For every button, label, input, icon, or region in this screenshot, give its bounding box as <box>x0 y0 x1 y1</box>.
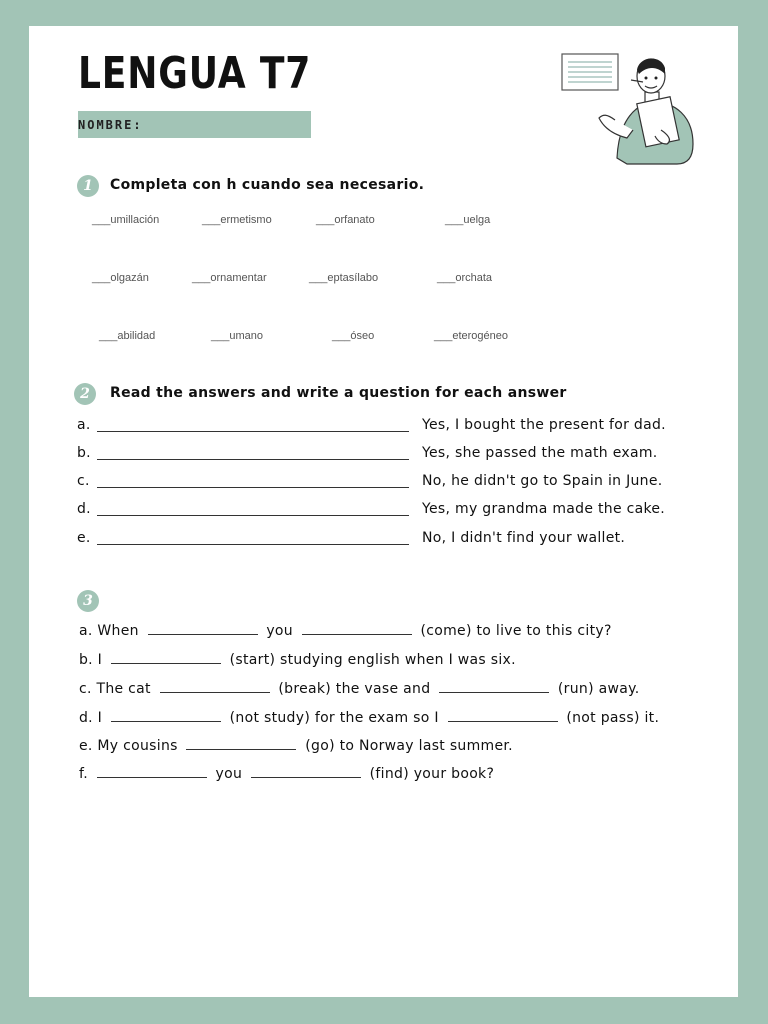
fill-text: (not study) for the exam so I <box>229 710 439 726</box>
word-blank-6[interactable]: ___ornamentar <box>192 272 267 284</box>
teacher-illustration <box>557 48 697 168</box>
word-blank-12[interactable]: ___eterogéneo <box>434 330 509 342</box>
fill-blank[interactable] <box>439 680 549 693</box>
fill-in-line <box>79 709 659 726</box>
word-blank-8[interactable]: ___orchata <box>437 272 493 284</box>
item-letter: b. <box>77 445 91 461</box>
given-answer: Yes, she passed the math exam. <box>422 445 658 461</box>
word-blank-1[interactable]: ___umillación <box>92 214 160 226</box>
fill-blank[interactable] <box>251 765 361 778</box>
answer-line[interactable] <box>97 431 409 432</box>
fill-blank[interactable] <box>97 765 207 778</box>
given-answer: Yes, I bought the present for dad. <box>422 417 666 433</box>
answer-line[interactable] <box>97 515 409 516</box>
section2-heading: Read the answers and write a question for each answer <box>110 385 567 401</box>
word-blank-10[interactable]: ___umano <box>211 330 263 342</box>
fill-blank[interactable] <box>111 709 221 722</box>
fill-text: c. The cat <box>79 681 151 697</box>
fill-blank[interactable] <box>186 737 296 750</box>
section1-heading: Completa con h cuando sea necesario. <box>110 177 425 193</box>
whiteboard-icon <box>562 54 618 90</box>
fill-text: d. I <box>79 710 103 726</box>
fill-blank[interactable] <box>448 709 558 722</box>
given-answer: No, I didn't find your wallet. <box>422 530 626 546</box>
section-number-3: 3 <box>77 590 99 612</box>
fill-in-line <box>79 622 612 639</box>
word-blank-3[interactable]: ___orfanato <box>316 214 375 226</box>
fill-text: a. When <box>79 623 139 639</box>
item-letter: e. <box>77 530 91 546</box>
fill-text: you <box>266 623 293 639</box>
answer-line[interactable] <box>97 459 409 460</box>
fill-text: (run) away. <box>557 681 640 697</box>
given-answer: Yes, my grandma made the cake. <box>422 501 666 517</box>
fill-in-line <box>79 680 639 697</box>
word-blank-7[interactable]: ___eptasílabo <box>309 272 379 284</box>
item-letter: a. <box>77 417 91 433</box>
fill-text: e. My cousins <box>79 738 178 754</box>
answer-line[interactable] <box>97 544 409 545</box>
fill-text: (start) studying english when I was six. <box>229 652 516 668</box>
fill-text: (come) to live to this city? <box>420 623 612 639</box>
name-label: NOMBRE: <box>78 118 143 132</box>
fill-text: (break) the vase and <box>278 681 431 697</box>
fill-blank[interactable] <box>111 651 221 664</box>
item-letter: c. <box>77 473 90 489</box>
fill-text: (not pass) it. <box>566 710 660 726</box>
answer-line[interactable] <box>97 487 409 488</box>
section-number-1: 1 <box>77 175 99 197</box>
worksheet-page <box>29 26 738 997</box>
given-answer: No, he didn't go to Spain in June. <box>422 473 663 489</box>
fill-in-line <box>79 765 494 782</box>
item-letter: d. <box>77 501 91 517</box>
word-blank-11[interactable]: ___óseo <box>332 330 375 342</box>
fill-text: (find) your book? <box>369 766 495 782</box>
fill-blank[interactable] <box>148 622 258 635</box>
fill-text: (go) to Norway last summer. <box>305 738 513 754</box>
fill-blank[interactable] <box>302 622 412 635</box>
word-blank-2[interactable]: ___ermetismo <box>202 214 272 226</box>
fill-in-line <box>79 737 513 754</box>
word-blank-9[interactable]: ___abilidad <box>99 330 156 342</box>
fill-text: b. I <box>79 652 103 668</box>
name-field[interactable] <box>78 111 311 138</box>
word-blank-5[interactable]: ___olgazán <box>92 272 149 284</box>
page-title: LENGUA T7 <box>78 48 312 99</box>
fill-text: f. <box>79 766 88 782</box>
word-blank-4[interactable]: ___uelga <box>445 214 491 226</box>
fill-text: you <box>215 766 243 782</box>
section-number-2: 2 <box>74 383 96 405</box>
fill-blank[interactable] <box>160 680 270 693</box>
fill-in-line <box>79 651 516 668</box>
